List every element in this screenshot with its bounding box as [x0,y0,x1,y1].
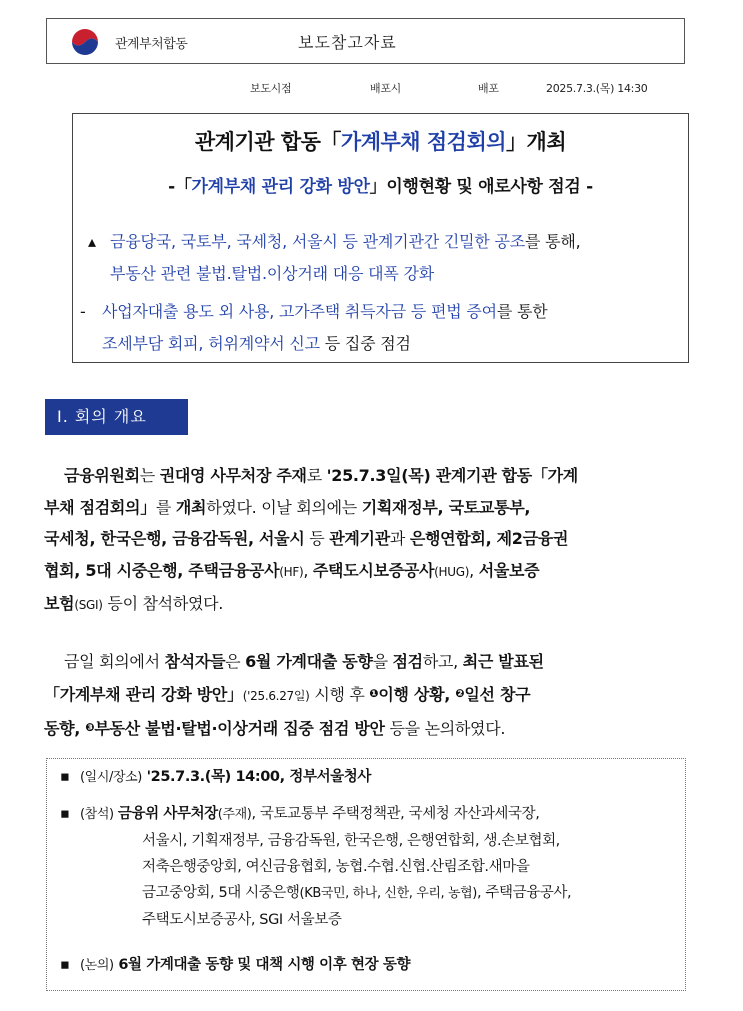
info-time-place: ▪ (일시/장소) '25.7.3.(목) 14:00, 정부서울청사 [60,764,371,791]
circled-three-icon: ❸ [85,721,95,734]
paragraph-meeting-overview: 금융위원회는 권대영 사무처장 주재로 '25.7.3일(목) 관계기관 합동「가계 부채 점검회의」를 개최하였다. 이날 회의에는 기획재정부, 국토교통부, 국세청, 한국은행, 금융감독원, 서울시 등 관계기관과 은행연합회, 제2금융권 협회, 5대 시중은행, 주택금융공사(HF), 주택도시보증공사(HUG), 서울보증 보험(SGI) 등이 참석하였다. [44,466,578,613]
distribution-label: 배포시 [370,82,401,95]
page-subtitle: -「가계부채 관리 강화 방안」이행현황 및 애로사항 점검 - [168,177,593,197]
info-attendees: ▪ (참석) 금융위 사무처장(주재), 국토교통부 주택정책관, 국세청 자산과세국장, 서울시, 기획재정부, 금융감독원, 한국은행, 은행연합회, 생.손보협회, 저축은행중앙회, 여신금융협회, 농협.수협.신협.산림조합.새마을 금고중앙회, 5대 시중은행(KB국민, 하나, 신한, 우리, 농협), 주택금융공사, 주택도시보증공사, SGI 서울보증 [60,801,680,933]
release-datetime: 2025.7.3.(목) 14:30 [546,82,648,95]
section-heading: Ⅰ. 회의 개요 [45,399,188,435]
info-agenda: ▪ (논의) 6월 가계대출 동향 및 대책 시행 이후 현장 동향 [60,952,410,979]
square-bullet-icon: ▪ [60,957,70,973]
summary-bullet-1: ▴ 금융당국, 국토부, 국세청, 서울시 등 관계기관간 긴밀한 공조를 통해, 부동산 관련 불법.탈법.이상거래 대응 대폭 강화 [88,226,678,290]
circled-one-icon: ❶ [369,686,379,700]
agency-name: 관계부처합동 [115,37,188,52]
document-type: 보도참고자료 [298,33,397,52]
dash-bullet-icon: - [80,302,86,321]
page-title: 관계기관 합동「가계부채 점검회의」개최 [194,130,567,154]
subtitle-highlight: 가계부채 관리 강화 방안 [191,177,370,197]
circled-two-icon: ❷ [455,686,465,700]
title-highlight: 가계부채 점검회의 [340,130,507,154]
triangle-bullet-icon: ▴ [88,232,96,251]
square-bullet-icon: ▪ [60,806,70,822]
release-time-label: 보도시점 [250,82,292,95]
embargo-label: 배포 [478,82,499,95]
square-bullet-icon: ▪ [60,769,70,785]
korea-government-emblem-icon [68,27,102,57]
summary-bullet-2: - 사업자대출 용도 외 사용, 고가주택 취득자금 등 편법 증여를 통한 조세부담 회피, 허위계약서 신고 등 집중 점검 [80,296,680,360]
paragraph-meeting-agenda: 금일 회의에서 참석자들은 6월 가계대출 동향을 점검하고, 최근 발표된 「가계부채 관리 강화 방안」('25.6.27일) 시행 후 ❶이행 상황, ❷일선 창구 동향, ❸부동산 불법·탈법·이상거래 집중 점검 방안 등을 논의하였다. [44,652,544,738]
